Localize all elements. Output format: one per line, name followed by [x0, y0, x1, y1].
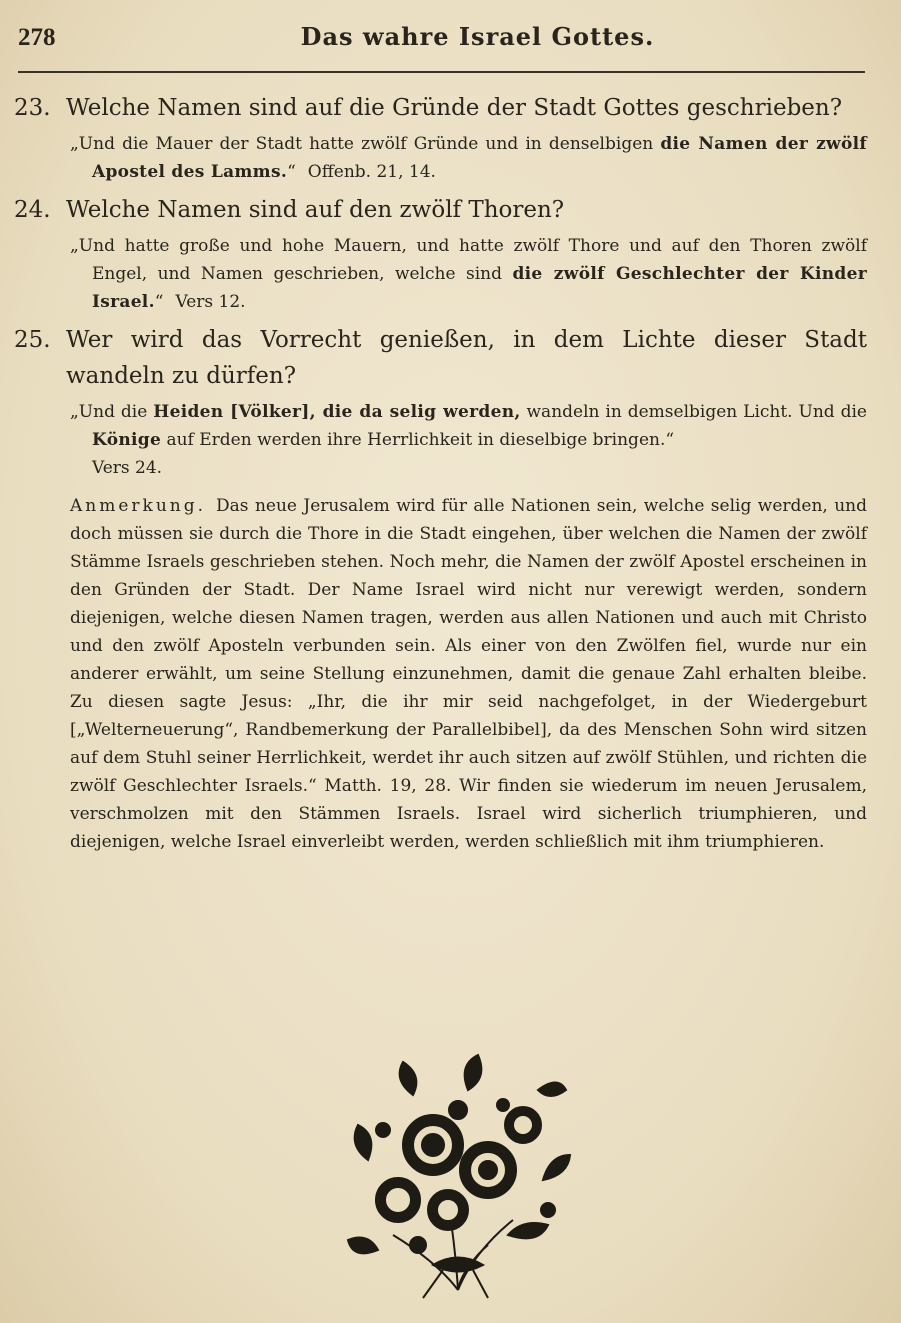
quote-close: “	[154, 292, 164, 312]
page-number: 278	[18, 24, 56, 51]
answer-quote-24	[70, 232, 867, 316]
header-rule	[18, 71, 865, 73]
question-number: 25.	[14, 327, 51, 353]
question-number: 24.	[14, 197, 51, 223]
quote-emphasis: Heiden [Völker], die da selig werden,	[153, 402, 521, 422]
question-25	[14, 322, 867, 394]
question-24	[14, 192, 867, 228]
quote-text: „Und die	[70, 402, 154, 422]
quote-text: „Und hatte große und hohe Mauern, und hatte zwölf Thore und auf den Thoren zwölf Engel, und Namen geschrieben, welche sind	[70, 236, 867, 284]
quote-emphasis: Könige	[92, 430, 162, 450]
quote-text: auf Erden werden ihre Herrlichkeit in dieselbige bringen.“	[161, 430, 675, 450]
quote-close: “	[287, 162, 296, 182]
question-23	[14, 90, 867, 126]
quote-text: wandeln in demselbigen Licht. Und die	[520, 402, 867, 422]
scripture-reference: Vers 12.	[175, 292, 246, 312]
question-text: Welche Namen sind auf die Gründe der Stadt Gottes geschrieben?	[66, 95, 843, 121]
floral-bouquet-icon	[338, 1050, 578, 1300]
remark-paragraph	[70, 492, 867, 856]
scripture-reference: Vers 24.	[92, 458, 163, 478]
answer-quote-23	[70, 130, 867, 186]
quote-emphasis: die Namen der zwölf Apostel des Lamms.	[92, 134, 867, 182]
running-title: Das wahre Israel Gottes.	[300, 22, 655, 51]
question-text: Wer wird das Vorrecht genießen, in dem Lichte dieser Stadt wandeln zu dürfen?	[66, 327, 867, 389]
quote-text: „Und die Mauer der Stadt hatte zwölf Gründe und in denselbigen	[70, 134, 661, 154]
page-content	[14, 90, 867, 856]
quote-emphasis: die zwölf Geschlechter der Kinder Israel.	[92, 264, 867, 312]
question-number: 23.	[14, 95, 51, 121]
remark-text: Das neue Jerusalem wird für alle Nationen sein, welche selig werden, und doch müssen sie durch die Thore in die Stadt eingehen, über welchen die Namen der zwölf Stämme Israels geschrieben stehen. Noch mehr, die Namen der zwölf Apostel erscheinen in den Gründen der Stadt. Der Name Israel wird nicht nur verewigt werden, sondern diejenigen, welche diesen Namen tragen, werden aus allen Nationen und auch mit Christo und den zwölf Aposteln verbunden sein. Als einer von den Zwölfen fiel, wurde nur ein anderer erwählt, um seine Stellung einzunehmen, damit die genaue Zahl erhalten bleibe. Zu diesen sagte Jesus: „Ihr, die ihr mir seid nachgefolget, in der Wiedergeburt [„Welterneuerung“, Randbemerkung der Parallelbibel], da des Menschen Sohn wird sitzen auf dem Stuhl seiner Herrlichkeit, werdet ihr auch sitzen auf zwölf Stühlen, und richten die zwölf Geschlechter Israels.“ Matth. 19, 28. Wir finden sie wiederum im neuen Jerusalem, verschmolzen mit den Stämmen Israels. Israel wird sicherlich triumphieren, und diejenigen, welche Israel einverleibt werden, werden schließlich mit ihm triumphieren.	[70, 496, 867, 852]
remark-label: Anmerkung.	[70, 496, 207, 516]
question-text: Welche Namen sind auf den zwölf Thoren?	[66, 197, 565, 223]
page-header	[18, 18, 867, 64]
answer-quote-25	[70, 398, 867, 482]
scripture-reference: Offenb. 21, 14.	[307, 162, 436, 182]
